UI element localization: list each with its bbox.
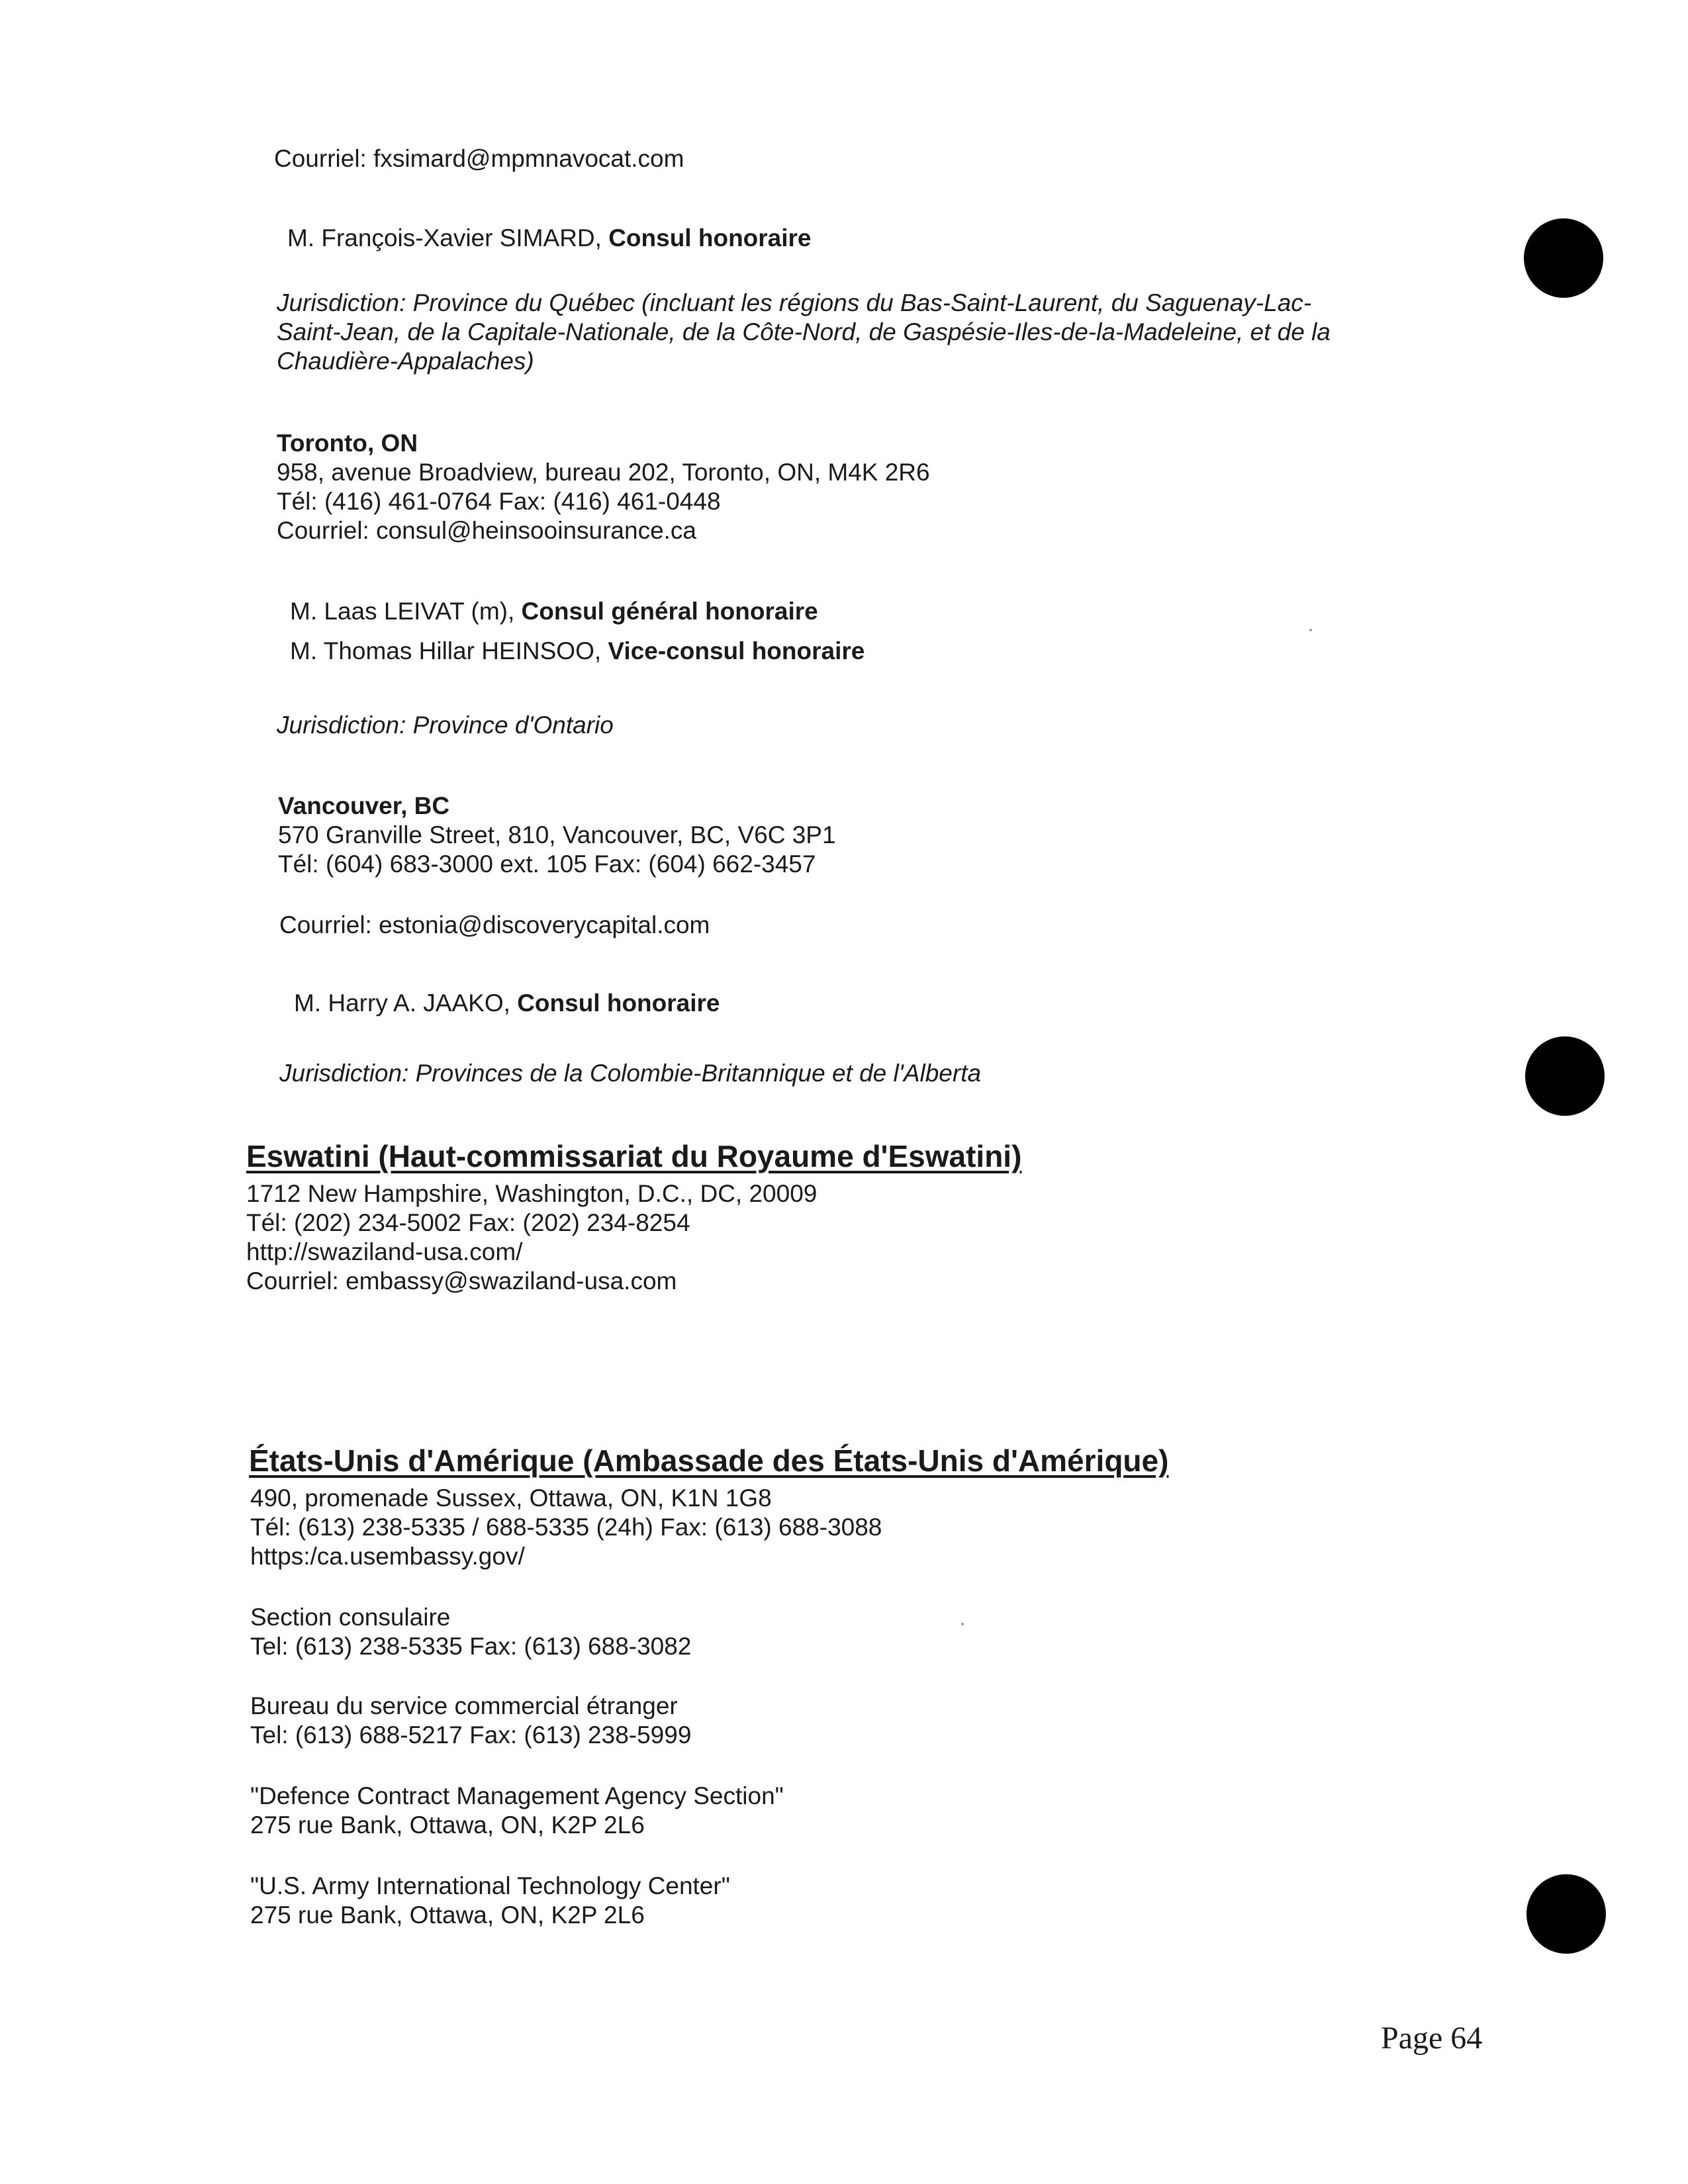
quebec-jurisdiction-line-2: Saint-Jean, de la Capitale-Nationale, de la Côte-Nord, de Gaspésie-Iles-de-la-Madeleine, et de la: [277, 318, 1331, 345]
toronto-address: 958, avenue Broadview, bureau 202, Toronto, ON, M4K 2R6: [277, 459, 930, 486]
usa-website: https:/ca.usembassy.gov/: [250, 1543, 525, 1570]
officer-title: Consul honoraire: [608, 224, 812, 251]
quebec-jurisdiction-line-3: Chaudière-Appalaches): [277, 347, 534, 375]
punch-hole: [1525, 1036, 1605, 1116]
usa-dcma-label: "Defence Contract Management Agency Section": [250, 1782, 784, 1809]
toronto-officer-1: [290, 597, 818, 626]
toronto-jurisdiction: Jurisdiction: Province d'Ontario: [277, 711, 614, 739]
page-number: Page 64: [1381, 2021, 1483, 2056]
eswatini-phone: Tél: (202) 234-5002 Fax: (202) 234-8254: [246, 1209, 690, 1236]
usa-consular-label: Section consulaire: [250, 1604, 451, 1631]
toronto-city: Toronto, ON: [277, 430, 418, 457]
vancouver-address: 570 Granville Street, 810, Vancouver, BC, V6C 3P1: [278, 821, 836, 848]
punch-hole: [1524, 218, 1603, 298]
scan-speck: [1309, 629, 1312, 631]
toronto-email: Courriel: consul@heinsooinsurance.ca: [277, 517, 697, 544]
officer-title: Consul général honoraire: [521, 598, 818, 625]
vancouver-officer: [294, 989, 720, 1018]
usa-army-address: 275 rue Bank, Ottawa, ON, K2P 2L6: [250, 1901, 645, 1929]
usa-phone: Tél: (613) 238-5335 / 688-5335 (24h) Fax: (613) 688-3088: [250, 1514, 882, 1541]
officer-name: M. François-Xavier SIMARD,: [287, 224, 609, 251]
punch-hole: [1526, 1874, 1606, 1954]
usa-consular-phone: Tel: (613) 238-5335 Fax: (613) 688-3082: [250, 1633, 692, 1660]
eswatini-heading: Eswatini (Haut-commissariat du Royaume d'Eswatini): [246, 1139, 1022, 1173]
usa-heading: États-Unis d'Amérique (Ambassade des États-Unis d'Amérique): [249, 1443, 1169, 1478]
officer-name: M. Laas LEIVAT (m),: [290, 598, 522, 625]
eswatini-website: http://swaziland-usa.com/: [246, 1238, 523, 1265]
officer-name: M. Harry A. JAAKO,: [294, 989, 518, 1017]
quebec-officer: [287, 224, 812, 253]
eswatini-email: Courriel: embassy@swaziland-usa.com: [246, 1267, 677, 1295]
officer-title: Vice-consul honoraire: [608, 637, 865, 664]
vancouver-jurisdiction: Jurisdiction: Provinces de la Colombie-Britannique et de l'Alberta: [279, 1060, 982, 1087]
toronto-officer-2: [290, 637, 865, 666]
quebec-email: Courriel: fxsimard@mpmnavocat.com: [274, 145, 684, 172]
eswatini-address: 1712 New Hampshire, Washington, D.C., DC, 20009: [246, 1180, 818, 1207]
usa-commercial-label: Bureau du service commercial étranger: [250, 1692, 678, 1719]
usa-address: 490, promenade Sussex, Ottawa, ON, K1N 1G8: [250, 1484, 772, 1512]
vancouver-email: Courriel: estonia@discoverycapital.com: [279, 911, 710, 938]
usa-army-label: "U.S. Army International Technology Center": [250, 1872, 730, 1899]
quebec-jurisdiction-line-1: Jurisdiction: Province du Québec (incluant les régions du Bas-Saint-Laurent, du Saguenay-Lac-: [277, 289, 1312, 316]
scan-speck: [961, 1623, 964, 1625]
vancouver-city: Vancouver, BC: [278, 792, 450, 819]
toronto-phone: Tél: (416) 461-0764 Fax: (416) 461-0448: [277, 488, 721, 515]
vancouver-phone: Tél: (604) 683-3000 ext. 105 Fax: (604) 662-3457: [278, 850, 816, 878]
usa-commercial-phone: Tel: (613) 688-5217 Fax: (613) 238-5999: [250, 1721, 692, 1749]
usa-dcma-address: 275 rue Bank, Ottawa, ON, K2P 2L6: [250, 1811, 645, 1839]
officer-name: M. Thomas Hillar HEINSOO,: [290, 637, 608, 664]
officer-title: Consul honoraire: [517, 989, 720, 1017]
